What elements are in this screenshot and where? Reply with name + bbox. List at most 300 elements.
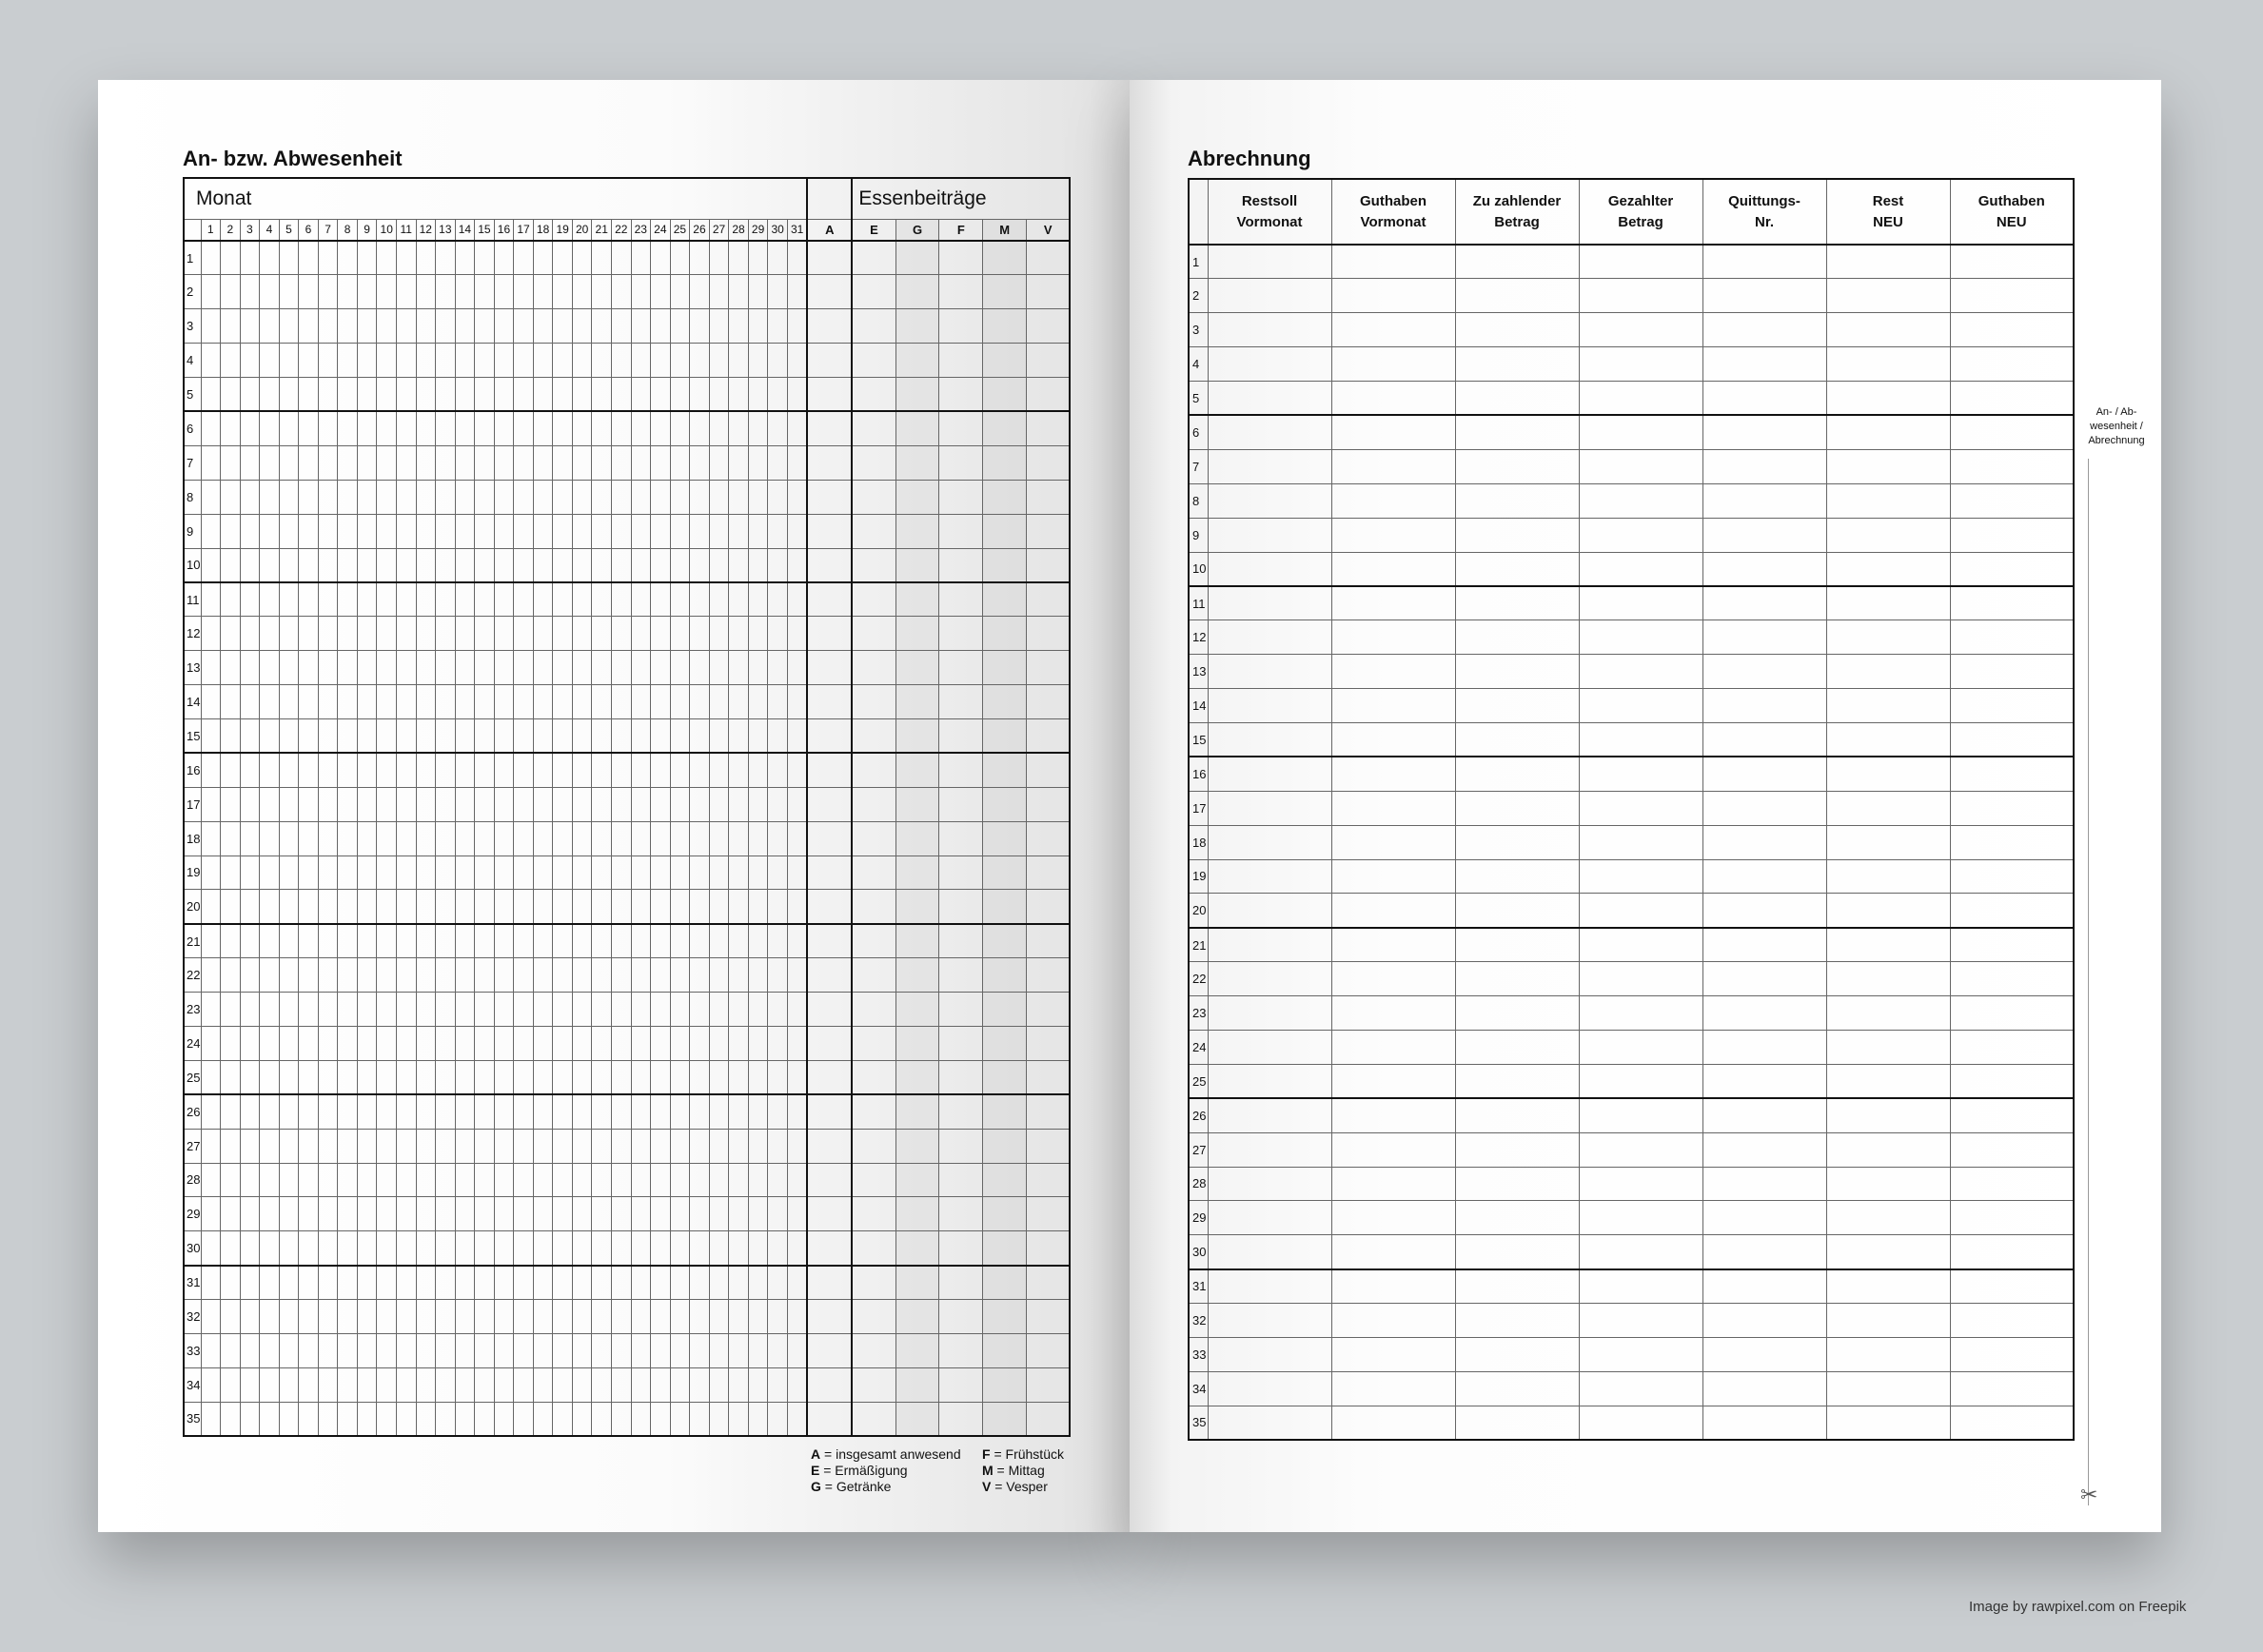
billing-cell[interactable] xyxy=(1331,1064,1455,1098)
day-cell[interactable] xyxy=(768,445,788,480)
meal-cell[interactable] xyxy=(939,993,983,1027)
day-cell[interactable] xyxy=(729,1231,749,1266)
billing-cell[interactable] xyxy=(1208,1167,1331,1201)
day-cell[interactable] xyxy=(709,924,729,958)
day-cell[interactable] xyxy=(416,1026,436,1060)
day-cell[interactable] xyxy=(260,1129,280,1163)
meal-cell[interactable] xyxy=(983,821,1027,856)
day-cell[interactable] xyxy=(533,582,553,617)
day-cell[interactable] xyxy=(338,411,358,445)
day-cell[interactable] xyxy=(729,1163,749,1197)
day-cell[interactable] xyxy=(494,1129,514,1163)
total-cell[interactable] xyxy=(807,1402,852,1436)
day-cell[interactable] xyxy=(787,275,807,309)
meal-cell[interactable] xyxy=(939,1300,983,1334)
billing-cell[interactable] xyxy=(1208,1030,1331,1064)
day-cell[interactable] xyxy=(221,718,241,753)
billing-cell[interactable] xyxy=(1702,859,1826,894)
billing-cell[interactable] xyxy=(1950,1030,2074,1064)
billing-cell[interactable] xyxy=(1950,1167,2074,1201)
day-cell[interactable] xyxy=(651,890,671,924)
day-cell[interactable] xyxy=(201,1163,221,1197)
day-cell[interactable] xyxy=(338,548,358,582)
day-cell[interactable] xyxy=(455,1094,475,1129)
billing-cell[interactable] xyxy=(1826,996,1950,1031)
meal-cell[interactable] xyxy=(1027,514,1071,548)
day-cell[interactable] xyxy=(768,718,788,753)
day-cell[interactable] xyxy=(455,821,475,856)
day-cell[interactable] xyxy=(592,275,612,309)
billing-cell[interactable] xyxy=(1455,415,1579,449)
day-cell[interactable] xyxy=(338,787,358,821)
day-cell[interactable] xyxy=(221,411,241,445)
day-cell[interactable] xyxy=(553,890,573,924)
day-cell[interactable] xyxy=(729,1060,749,1094)
day-cell[interactable] xyxy=(299,445,319,480)
day-cell[interactable] xyxy=(436,1402,456,1436)
day-cell[interactable] xyxy=(318,718,338,753)
day-cell[interactable] xyxy=(768,378,788,412)
day-cell[interactable] xyxy=(572,241,592,275)
day-cell[interactable] xyxy=(709,582,729,617)
day-cell[interactable] xyxy=(494,753,514,787)
billing-cell[interactable] xyxy=(1702,1269,1826,1304)
day-cell[interactable] xyxy=(787,856,807,890)
day-cell[interactable] xyxy=(396,924,416,958)
meal-cell[interactable] xyxy=(852,856,895,890)
day-cell[interactable] xyxy=(690,1060,710,1094)
billing-cell[interactable] xyxy=(1331,415,1455,449)
day-cell[interactable] xyxy=(436,1367,456,1402)
meal-cell[interactable] xyxy=(939,718,983,753)
day-cell[interactable] xyxy=(494,548,514,582)
meal-cell[interactable] xyxy=(983,548,1027,582)
day-cell[interactable] xyxy=(201,651,221,685)
day-cell[interactable] xyxy=(357,856,377,890)
day-cell[interactable] xyxy=(768,1367,788,1402)
meal-cell[interactable] xyxy=(1027,275,1071,309)
day-cell[interactable] xyxy=(787,378,807,412)
day-cell[interactable] xyxy=(709,548,729,582)
day-cell[interactable] xyxy=(553,1367,573,1402)
meal-cell[interactable] xyxy=(852,924,895,958)
billing-cell[interactable] xyxy=(1826,1304,1950,1338)
day-cell[interactable] xyxy=(338,275,358,309)
day-cell[interactable] xyxy=(279,651,299,685)
day-cell[interactable] xyxy=(514,1402,534,1436)
billing-cell[interactable] xyxy=(1579,996,1702,1031)
total-cell[interactable] xyxy=(807,1197,852,1231)
day-cell[interactable] xyxy=(553,344,573,378)
day-cell[interactable] xyxy=(455,856,475,890)
day-cell[interactable] xyxy=(592,1094,612,1129)
day-cell[interactable] xyxy=(455,1060,475,1094)
day-cell[interactable] xyxy=(494,241,514,275)
day-cell[interactable] xyxy=(553,856,573,890)
meal-cell[interactable] xyxy=(895,1402,939,1436)
day-cell[interactable] xyxy=(494,1334,514,1368)
meal-cell[interactable] xyxy=(895,787,939,821)
day-cell[interactable] xyxy=(318,241,338,275)
day-cell[interactable] xyxy=(514,514,534,548)
billing-cell[interactable] xyxy=(1950,245,2074,279)
meal-cell[interactable] xyxy=(983,617,1027,651)
day-cell[interactable] xyxy=(709,1266,729,1300)
billing-cell[interactable] xyxy=(1950,1098,2074,1132)
meal-cell[interactable] xyxy=(1027,753,1071,787)
day-cell[interactable] xyxy=(514,856,534,890)
day-cell[interactable] xyxy=(396,753,416,787)
day-cell[interactable] xyxy=(299,1266,319,1300)
day-cell[interactable] xyxy=(553,1266,573,1300)
billing-cell[interactable] xyxy=(1826,279,1950,313)
day-cell[interactable] xyxy=(416,856,436,890)
day-cell[interactable] xyxy=(318,787,338,821)
day-cell[interactable] xyxy=(631,617,651,651)
day-cell[interactable] xyxy=(338,821,358,856)
day-cell[interactable] xyxy=(533,241,553,275)
day-cell[interactable] xyxy=(416,753,436,787)
meal-cell[interactable] xyxy=(939,924,983,958)
day-cell[interactable] xyxy=(318,1163,338,1197)
day-cell[interactable] xyxy=(416,1231,436,1266)
day-cell[interactable] xyxy=(260,378,280,412)
day-cell[interactable] xyxy=(455,1163,475,1197)
day-cell[interactable] xyxy=(416,1163,436,1197)
meal-cell[interactable] xyxy=(1027,1367,1071,1402)
day-cell[interactable] xyxy=(768,1231,788,1266)
day-cell[interactable] xyxy=(201,1300,221,1334)
day-cell[interactable] xyxy=(670,241,690,275)
day-cell[interactable] xyxy=(553,1197,573,1231)
meal-cell[interactable] xyxy=(852,753,895,787)
day-cell[interactable] xyxy=(690,1094,710,1129)
day-cell[interactable] xyxy=(572,480,592,514)
day-cell[interactable] xyxy=(357,309,377,344)
meal-cell[interactable] xyxy=(852,1334,895,1368)
day-cell[interactable] xyxy=(357,1402,377,1436)
meal-cell[interactable] xyxy=(895,548,939,582)
billing-cell[interactable] xyxy=(1950,859,2074,894)
day-cell[interactable] xyxy=(533,275,553,309)
day-cell[interactable] xyxy=(768,1163,788,1197)
day-cell[interactable] xyxy=(318,1129,338,1163)
day-cell[interactable] xyxy=(670,411,690,445)
day-cell[interactable] xyxy=(221,275,241,309)
meal-cell[interactable] xyxy=(939,344,983,378)
meal-cell[interactable] xyxy=(852,309,895,344)
day-cell[interactable] xyxy=(240,378,260,412)
day-cell[interactable] xyxy=(670,1129,690,1163)
day-cell[interactable] xyxy=(475,685,495,719)
day-cell[interactable] xyxy=(611,514,631,548)
billing-cell[interactable] xyxy=(1950,347,2074,382)
billing-cell[interactable] xyxy=(1826,1098,1950,1132)
day-cell[interactable] xyxy=(690,617,710,651)
day-cell[interactable] xyxy=(221,445,241,480)
meal-cell[interactable] xyxy=(895,1300,939,1334)
day-cell[interactable] xyxy=(260,993,280,1027)
day-cell[interactable] xyxy=(318,924,338,958)
day-cell[interactable] xyxy=(670,821,690,856)
day-cell[interactable] xyxy=(318,1026,338,1060)
day-cell[interactable] xyxy=(279,1300,299,1334)
day-cell[interactable] xyxy=(553,753,573,787)
day-cell[interactable] xyxy=(592,1266,612,1300)
day-cell[interactable] xyxy=(670,1367,690,1402)
day-cell[interactable] xyxy=(279,241,299,275)
meal-cell[interactable] xyxy=(852,480,895,514)
day-cell[interactable] xyxy=(494,1300,514,1334)
day-cell[interactable] xyxy=(670,309,690,344)
day-cell[interactable] xyxy=(651,787,671,821)
billing-cell[interactable] xyxy=(1702,1167,1826,1201)
day-cell[interactable] xyxy=(787,445,807,480)
billing-cell[interactable] xyxy=(1579,245,1702,279)
day-cell[interactable] xyxy=(201,378,221,412)
day-cell[interactable] xyxy=(299,718,319,753)
day-cell[interactable] xyxy=(611,1094,631,1129)
billing-cell[interactable] xyxy=(1826,1235,1950,1269)
day-cell[interactable] xyxy=(299,378,319,412)
day-cell[interactable] xyxy=(201,890,221,924)
day-cell[interactable] xyxy=(201,718,221,753)
meal-cell[interactable] xyxy=(852,958,895,993)
day-cell[interactable] xyxy=(553,582,573,617)
day-cell[interactable] xyxy=(514,787,534,821)
day-cell[interactable] xyxy=(377,1026,397,1060)
day-cell[interactable] xyxy=(318,411,338,445)
total-cell[interactable] xyxy=(807,890,852,924)
day-cell[interactable] xyxy=(748,275,768,309)
day-cell[interactable] xyxy=(318,821,338,856)
billing-cell[interactable] xyxy=(1826,347,1950,382)
billing-cell[interactable] xyxy=(1950,962,2074,996)
day-cell[interactable] xyxy=(201,1060,221,1094)
day-cell[interactable] xyxy=(221,378,241,412)
billing-cell[interactable] xyxy=(1331,552,1455,586)
day-cell[interactable] xyxy=(690,890,710,924)
day-cell[interactable] xyxy=(670,1231,690,1266)
day-cell[interactable] xyxy=(221,1060,241,1094)
day-cell[interactable] xyxy=(690,241,710,275)
total-cell[interactable] xyxy=(807,1231,852,1266)
day-cell[interactable] xyxy=(221,548,241,582)
billing-cell[interactable] xyxy=(1702,620,1826,655)
day-cell[interactable] xyxy=(318,548,338,582)
meal-cell[interactable] xyxy=(895,1094,939,1129)
billing-cell[interactable] xyxy=(1826,518,1950,552)
day-cell[interactable] xyxy=(260,890,280,924)
day-cell[interactable] xyxy=(670,718,690,753)
day-cell[interactable] xyxy=(475,344,495,378)
day-cell[interactable] xyxy=(651,378,671,412)
day-cell[interactable] xyxy=(221,617,241,651)
day-cell[interactable] xyxy=(494,617,514,651)
day-cell[interactable] xyxy=(455,1300,475,1334)
day-cell[interactable] xyxy=(357,617,377,651)
day-cell[interactable] xyxy=(416,958,436,993)
meal-cell[interactable] xyxy=(983,1060,1027,1094)
meal-cell[interactable] xyxy=(895,480,939,514)
total-cell[interactable] xyxy=(807,1060,852,1094)
day-cell[interactable] xyxy=(631,1231,651,1266)
day-cell[interactable] xyxy=(690,344,710,378)
day-cell[interactable] xyxy=(377,548,397,582)
day-cell[interactable] xyxy=(572,514,592,548)
day-cell[interactable] xyxy=(318,1266,338,1300)
meal-cell[interactable] xyxy=(895,1266,939,1300)
day-cell[interactable] xyxy=(279,514,299,548)
total-cell[interactable] xyxy=(807,924,852,958)
billing-cell[interactable] xyxy=(1455,1269,1579,1304)
day-cell[interactable] xyxy=(299,309,319,344)
day-cell[interactable] xyxy=(592,1197,612,1231)
day-cell[interactable] xyxy=(729,480,749,514)
day-cell[interactable] xyxy=(611,548,631,582)
day-cell[interactable] xyxy=(201,993,221,1027)
day-cell[interactable] xyxy=(396,1026,416,1060)
day-cell[interactable] xyxy=(299,241,319,275)
meal-cell[interactable] xyxy=(852,685,895,719)
day-cell[interactable] xyxy=(221,1094,241,1129)
billing-cell[interactable] xyxy=(1826,245,1950,279)
day-cell[interactable] xyxy=(670,1060,690,1094)
day-cell[interactable] xyxy=(533,821,553,856)
day-cell[interactable] xyxy=(514,651,534,685)
billing-cell[interactable] xyxy=(1208,483,1331,518)
day-cell[interactable] xyxy=(611,1367,631,1402)
day-cell[interactable] xyxy=(260,1197,280,1231)
day-cell[interactable] xyxy=(533,445,553,480)
day-cell[interactable] xyxy=(357,241,377,275)
day-cell[interactable] xyxy=(357,1231,377,1266)
day-cell[interactable] xyxy=(455,651,475,685)
day-cell[interactable] xyxy=(592,1163,612,1197)
billing-cell[interactable] xyxy=(1455,518,1579,552)
meal-cell[interactable] xyxy=(852,445,895,480)
day-cell[interactable] xyxy=(240,753,260,787)
day-cell[interactable] xyxy=(768,856,788,890)
day-cell[interactable] xyxy=(201,856,221,890)
day-cell[interactable] xyxy=(690,1163,710,1197)
day-cell[interactable] xyxy=(748,514,768,548)
day-cell[interactable] xyxy=(768,1060,788,1094)
day-cell[interactable] xyxy=(377,753,397,787)
day-cell[interactable] xyxy=(396,548,416,582)
billing-cell[interactable] xyxy=(1331,722,1455,757)
billing-cell[interactable] xyxy=(1455,1304,1579,1338)
day-cell[interactable] xyxy=(494,582,514,617)
billing-cell[interactable] xyxy=(1455,1371,1579,1406)
day-cell[interactable] xyxy=(670,1334,690,1368)
billing-cell[interactable] xyxy=(1331,825,1455,859)
billing-cell[interactable] xyxy=(1208,928,1331,962)
meal-cell[interactable] xyxy=(895,856,939,890)
day-cell[interactable] xyxy=(787,1402,807,1436)
day-cell[interactable] xyxy=(240,1402,260,1436)
billing-cell[interactable] xyxy=(1702,449,1826,483)
day-cell[interactable] xyxy=(279,718,299,753)
day-cell[interactable] xyxy=(592,1402,612,1436)
meal-cell[interactable] xyxy=(939,1197,983,1231)
day-cell[interactable] xyxy=(221,344,241,378)
day-cell[interactable] xyxy=(221,1266,241,1300)
day-cell[interactable] xyxy=(572,617,592,651)
day-cell[interactable] xyxy=(533,651,553,685)
day-cell[interactable] xyxy=(670,993,690,1027)
day-cell[interactable] xyxy=(787,617,807,651)
day-cell[interactable] xyxy=(357,718,377,753)
day-cell[interactable] xyxy=(748,411,768,445)
day-cell[interactable] xyxy=(377,718,397,753)
day-cell[interactable] xyxy=(787,1060,807,1094)
day-cell[interactable] xyxy=(748,548,768,582)
day-cell[interactable] xyxy=(475,787,495,821)
day-cell[interactable] xyxy=(357,1300,377,1334)
meal-cell[interactable] xyxy=(983,1129,1027,1163)
day-cell[interactable] xyxy=(338,480,358,514)
day-cell[interactable] xyxy=(533,344,553,378)
day-cell[interactable] xyxy=(436,1300,456,1334)
day-cell[interactable] xyxy=(553,1026,573,1060)
day-cell[interactable] xyxy=(475,378,495,412)
billing-cell[interactable] xyxy=(1579,689,1702,723)
day-cell[interactable] xyxy=(299,1231,319,1266)
day-cell[interactable] xyxy=(631,309,651,344)
meal-cell[interactable] xyxy=(1027,787,1071,821)
day-cell[interactable] xyxy=(709,309,729,344)
day-cell[interactable] xyxy=(690,445,710,480)
day-cell[interactable] xyxy=(240,718,260,753)
day-cell[interactable] xyxy=(729,1300,749,1334)
billing-cell[interactable] xyxy=(1455,1132,1579,1167)
day-cell[interactable] xyxy=(416,787,436,821)
day-cell[interactable] xyxy=(240,1300,260,1334)
day-cell[interactable] xyxy=(221,1367,241,1402)
day-cell[interactable] xyxy=(475,890,495,924)
day-cell[interactable] xyxy=(494,1060,514,1094)
day-cell[interactable] xyxy=(221,480,241,514)
day-cell[interactable] xyxy=(553,241,573,275)
day-cell[interactable] xyxy=(221,1231,241,1266)
billing-cell[interactable] xyxy=(1455,1098,1579,1132)
meal-cell[interactable] xyxy=(983,1402,1027,1436)
day-cell[interactable] xyxy=(201,1402,221,1436)
day-cell[interactable] xyxy=(651,275,671,309)
billing-cell[interactable] xyxy=(1579,347,1702,382)
day-cell[interactable] xyxy=(338,1402,358,1436)
day-cell[interactable] xyxy=(240,651,260,685)
day-cell[interactable] xyxy=(553,1300,573,1334)
day-cell[interactable] xyxy=(572,718,592,753)
day-cell[interactable] xyxy=(494,651,514,685)
billing-cell[interactable] xyxy=(1331,518,1455,552)
billing-cell[interactable] xyxy=(1208,689,1331,723)
day-cell[interactable] xyxy=(240,821,260,856)
meal-cell[interactable] xyxy=(983,309,1027,344)
total-cell[interactable] xyxy=(807,514,852,548)
day-cell[interactable] xyxy=(279,1402,299,1436)
day-cell[interactable] xyxy=(611,1402,631,1436)
day-cell[interactable] xyxy=(260,924,280,958)
day-cell[interactable] xyxy=(748,1026,768,1060)
day-cell[interactable] xyxy=(533,617,553,651)
day-cell[interactable] xyxy=(709,685,729,719)
total-cell[interactable] xyxy=(807,241,852,275)
day-cell[interactable] xyxy=(475,1402,495,1436)
billing-cell[interactable] xyxy=(1455,1235,1579,1269)
